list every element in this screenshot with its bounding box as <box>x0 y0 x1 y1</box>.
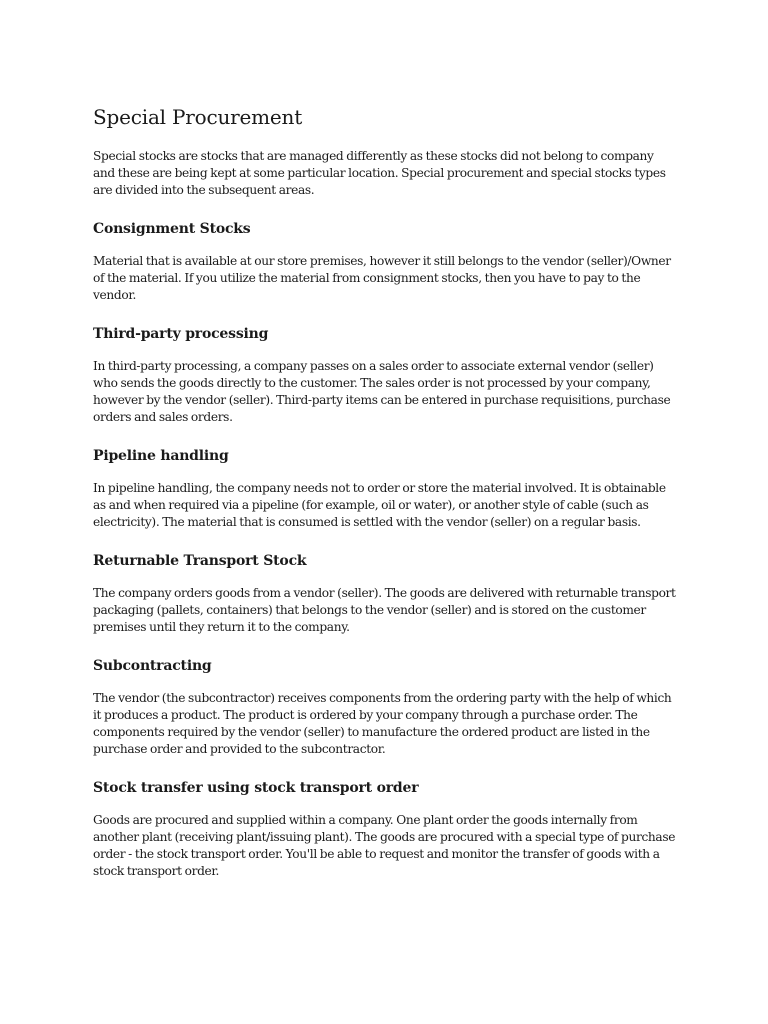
paragraph-third-party-processing: In third-party processing, a company passes on a sales order to associate external vendor (seller) who sends the goods directly to the customer. The sales order is not processed by your company, however by the vendor (seller). Third-party items can be entered in purchase requisitions, purchase orders and sales orders. <box>93 359 671 424</box>
paragraph-subcontracting: The vendor (the subcontractor) receives components from the ordering party with the help of which it produces a product. The product is ordered by your company through a purchase order. The components required by the vendor (seller) to manufacture the ordered product are listed in the purchase order and provided to the subcontractor. <box>93 691 672 756</box>
document-page <box>93 102 677 880</box>
heading-consignment-stocks: Consignment Stocks <box>93 221 251 237</box>
heading-pipeline-handling: Pipeline handling <box>93 448 229 464</box>
paragraph-consignment-stocks: Material that is available at our store premises, however it still belongs to the vendor (seller)/Owner of the material. If you utilize the material from consignment stocks, then you have to pay to the vendor. <box>93 254 671 302</box>
paragraph-stock-transfer: Goods are procured and supplied within a company. One plant order the goods internally from another plant (receiving plant/issuing plant). The goods are procured with a special type of purchase order - the stock transport order. You'll be able to request and monitor the transfer of goods with a stock transport order. <box>93 813 676 878</box>
heading-subcontracting: Subcontracting <box>93 658 212 674</box>
paragraph-returnable-transport-stock: The company orders goods from a vendor (seller). The goods are delivered with returnable transport packaging (pallets, containers) that belongs to the vendor (seller) and is stored on the customer premises until they return it to the company. <box>93 586 676 634</box>
heading-third-party-processing: Third-party processing <box>93 326 269 342</box>
document-title: Special Procurement <box>93 105 303 129</box>
heading-stock-transfer: Stock transfer using stock transport order <box>93 780 419 796</box>
paragraph-pipeline-handling: In pipeline handling, the company needs not to order or store the material involved. It is obtainable as and when required via a pipeline (for example, oil or water), or another style of cable (such as electricity). The material that is consumed is settled with the vendor (seller) on a regular basis. <box>93 481 666 529</box>
intro-paragraph: Special stocks are stocks that are managed differently as these stocks did not belong to company and these are being kept at some particular location. Special procurement and special stocks types are divided into the subsequent areas. <box>93 149 666 197</box>
heading-returnable-transport-stock: Returnable Transport Stock <box>93 553 307 569</box>
